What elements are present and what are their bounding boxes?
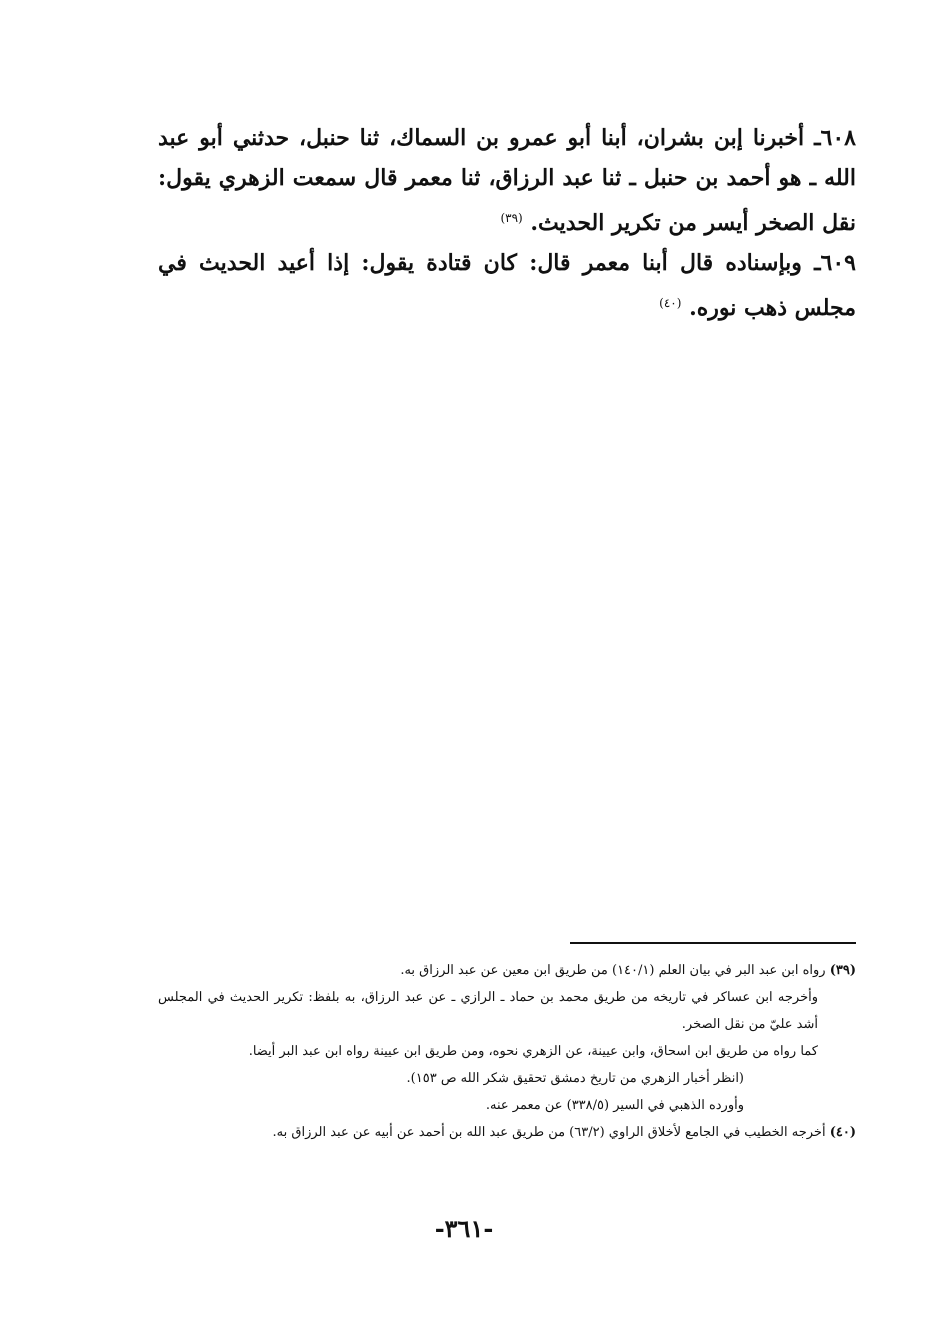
footnote-divider — [570, 942, 856, 944]
footnote-39-line-2: وأخرجه ابن عساكر في تاريخه من طريق محمد بن حماد ـ الرازي ـ عن عبد الرزاق، به بلفظ: تكرير الحديث في المجلس أشد عليّ من نقل الصخر. — [158, 990, 818, 1032]
footnote-39-text-1: رواه ابن عبد البر في بيان العلم (١٤٠/١) من طريق ابن معين عن عبد الرزاق به. — [400, 963, 826, 978]
narration-609 — [158, 243, 856, 328]
footnote-40-text-1: أخرجه الخطيب في الجامع لأخلاق الراوي (٦٣/٢) من طريق عبد الله بن أحمد عن أبيه عن عبد الرزاق به. — [272, 1125, 826, 1140]
narration-608 — [158, 118, 856, 243]
footnote-39-line-1 — [158, 957, 856, 984]
page-number: -٣٦١- — [434, 1214, 494, 1243]
footnotes — [158, 957, 856, 1146]
main-text — [158, 118, 856, 328]
footnote-39-line-5: وأورده الذهبي في السير (٣٣٨/٥) عن معمر عنه. — [485, 1098, 744, 1113]
footnote-ref-40: (٤٠) — [659, 296, 682, 310]
footnote-40-line-1 — [158, 1119, 856, 1146]
narration-609-text: ٦٠٩ـ وبإسناده قال أبنا معمر قال: كان قتادة يقول: إذا أعيد الحديث في مجلس ذهب نوره. — [158, 250, 856, 321]
footnote-ref-39: (٣٩) — [500, 211, 523, 225]
footnote-39-line-3: كما رواه من طريق ابن اسحاق، وابن عيينة، عن الزهري نحوه، ومن طريق ابن عيينة رواه ابن عبد البر أيضا. — [248, 1044, 818, 1059]
footnote-39-number: (٣٩) — [829, 963, 856, 978]
footnote-40-number: (٤٠) — [829, 1125, 856, 1140]
footnote-39-line-4: (انظر أخبار الزهري من تاريخ دمشق تحقيق شكر الله ص ١٥٣). — [406, 1071, 744, 1086]
narration-608-text: ٦٠٨ـ أخبرنا إبن بشران، أبنا أبو عمرو بن السماك، ثنا حنبل، حدثني أبو عبد الله ـ هو أحمد بن حنبل ـ ثنا عبد الرزاق، ثنا معمر قال سمعت الزهري يقول: نقل الصخر أيسر من تكرير الحديث. — [158, 125, 856, 236]
